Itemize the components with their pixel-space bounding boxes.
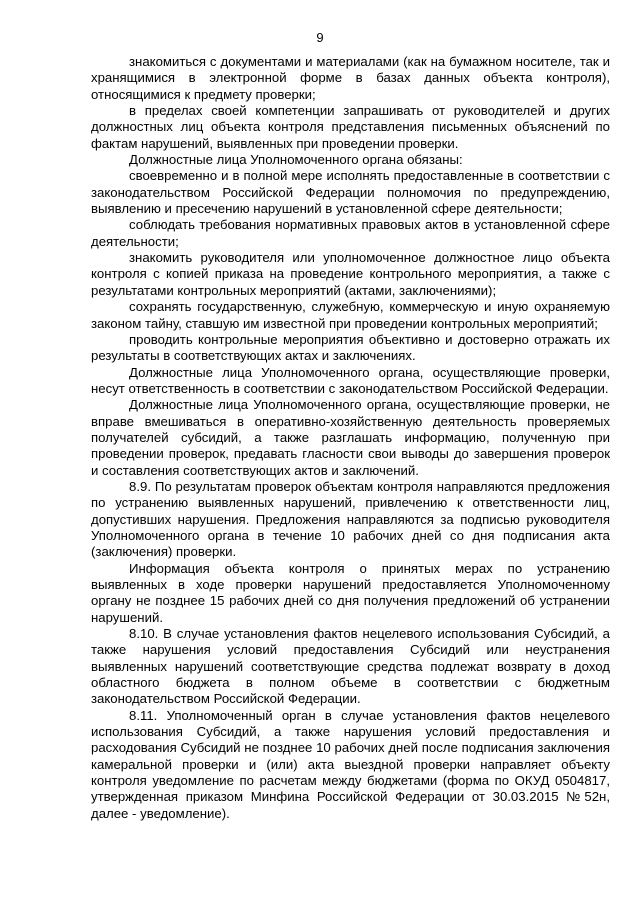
paragraph-4: своевременно и в полной мере исполнять предоставленные в соответствии с законодательством Российской Федерации полномочия по предупреждению, выявлению и пресечению нарушений в установленной сфере деятельности; bbox=[91, 168, 610, 217]
paragraph-9: Должностные лица Уполномоченного органа, осуществляющие проверки, несут ответственность в соответствии с законодательством Российской Федерации. bbox=[91, 364, 610, 396]
paragraph-2: в пределах своей компетенции запрашивать от руководителей и других должностных лиц объекта контроля представления письменных объяснений по фактам нарушений, выявленных при проведении проверки. bbox=[91, 103, 610, 151]
document-body bbox=[91, 54, 610, 822]
paragraph-11: 8.9. По результатам проверок объектам контроля направляются предложения по устранению выявленных нарушений, привлечению к ответственности лиц, допустивших нарушения. Предложения направляются за подписью руководителя Уполномоченного органа в течение 10 рабочих дней со дня подписания акта (заключения) проверки. bbox=[91, 478, 610, 560]
paragraph-8: проводить контрольные мероприятия объективно и достоверно отражать их результаты в соответствующих актах и заключениях. bbox=[91, 331, 610, 364]
paragraph-10: Должностные лица Уполномоченного органа, осуществляющие проверки, не вправе вмешиваться в оперативно-хозяйственную деятельность проверяемых получателей субсидий, а также разглашать информацию, полученную при проведении проверок, предавать гласности свои выводы до завершения проверок и составления соответствующих актов и заключений. bbox=[91, 397, 610, 478]
paragraph-3: Должностные лица Уполномоченного органа обязаны: bbox=[129, 152, 463, 168]
page-number: 9 bbox=[316, 30, 324, 45]
paragraph-5: соблюдать требования нормативных правовых актов в установленной сфере деятельности; bbox=[91, 217, 610, 249]
paragraph-12: Информация объекта контроля о принятых мерах по устранению выявленных в ходе проверки нарушений предоставляется Уполномоченному органу не позднее 15 рабочих дней со дня получения предложений об устранении нарушений. bbox=[91, 560, 610, 625]
paragraph-13: 8.10. В случае установления фактов нецелевого использования Субсидий, а также нарушения условий предоставления Субсидий или неустранения выявленных нарушений соответствующие средства подлежат возврату в доход областного бюджета в полном объеме в соответствии с бюджетным законодательством Российской Федерации. bbox=[91, 626, 610, 707]
paragraph-1: знакомиться с документами и материалами (как на бумажном носителе, так и хранящимися в электронной форме в базах данных объекта контроля), относящимися к предмету проверки; bbox=[91, 54, 610, 102]
paragraph-6: знакомить руководителя или уполномоченное должностное лицо объекта контроля с копией приказа на проведение контрольного мероприятия, а также с результатами контрольных мероприятий (актами, заключениями); bbox=[91, 250, 610, 298]
paragraph-7: сохранять государственную, служебную, коммерческую и иную охраняемую законом тайну, ставшую им известной при проведении контрольных мероприятий; bbox=[91, 299, 610, 331]
paragraph-14: 8.11. Уполномоченный орган в случае установления фактов нецелевого использования Субсидий, а также нарушения условий предоставления и расходования Субсидий не позднее 10 рабочих дней после подписания заключения камеральной проверки и (или) акта выездной проверки направляет объекту контроля уведомление по расчетам между бюджетами (форма по ОКУД 0504817, утвержденная приказом Минфина Российской Федерации от 30.03.2015 №52н, далее - уведомление). bbox=[91, 707, 610, 821]
